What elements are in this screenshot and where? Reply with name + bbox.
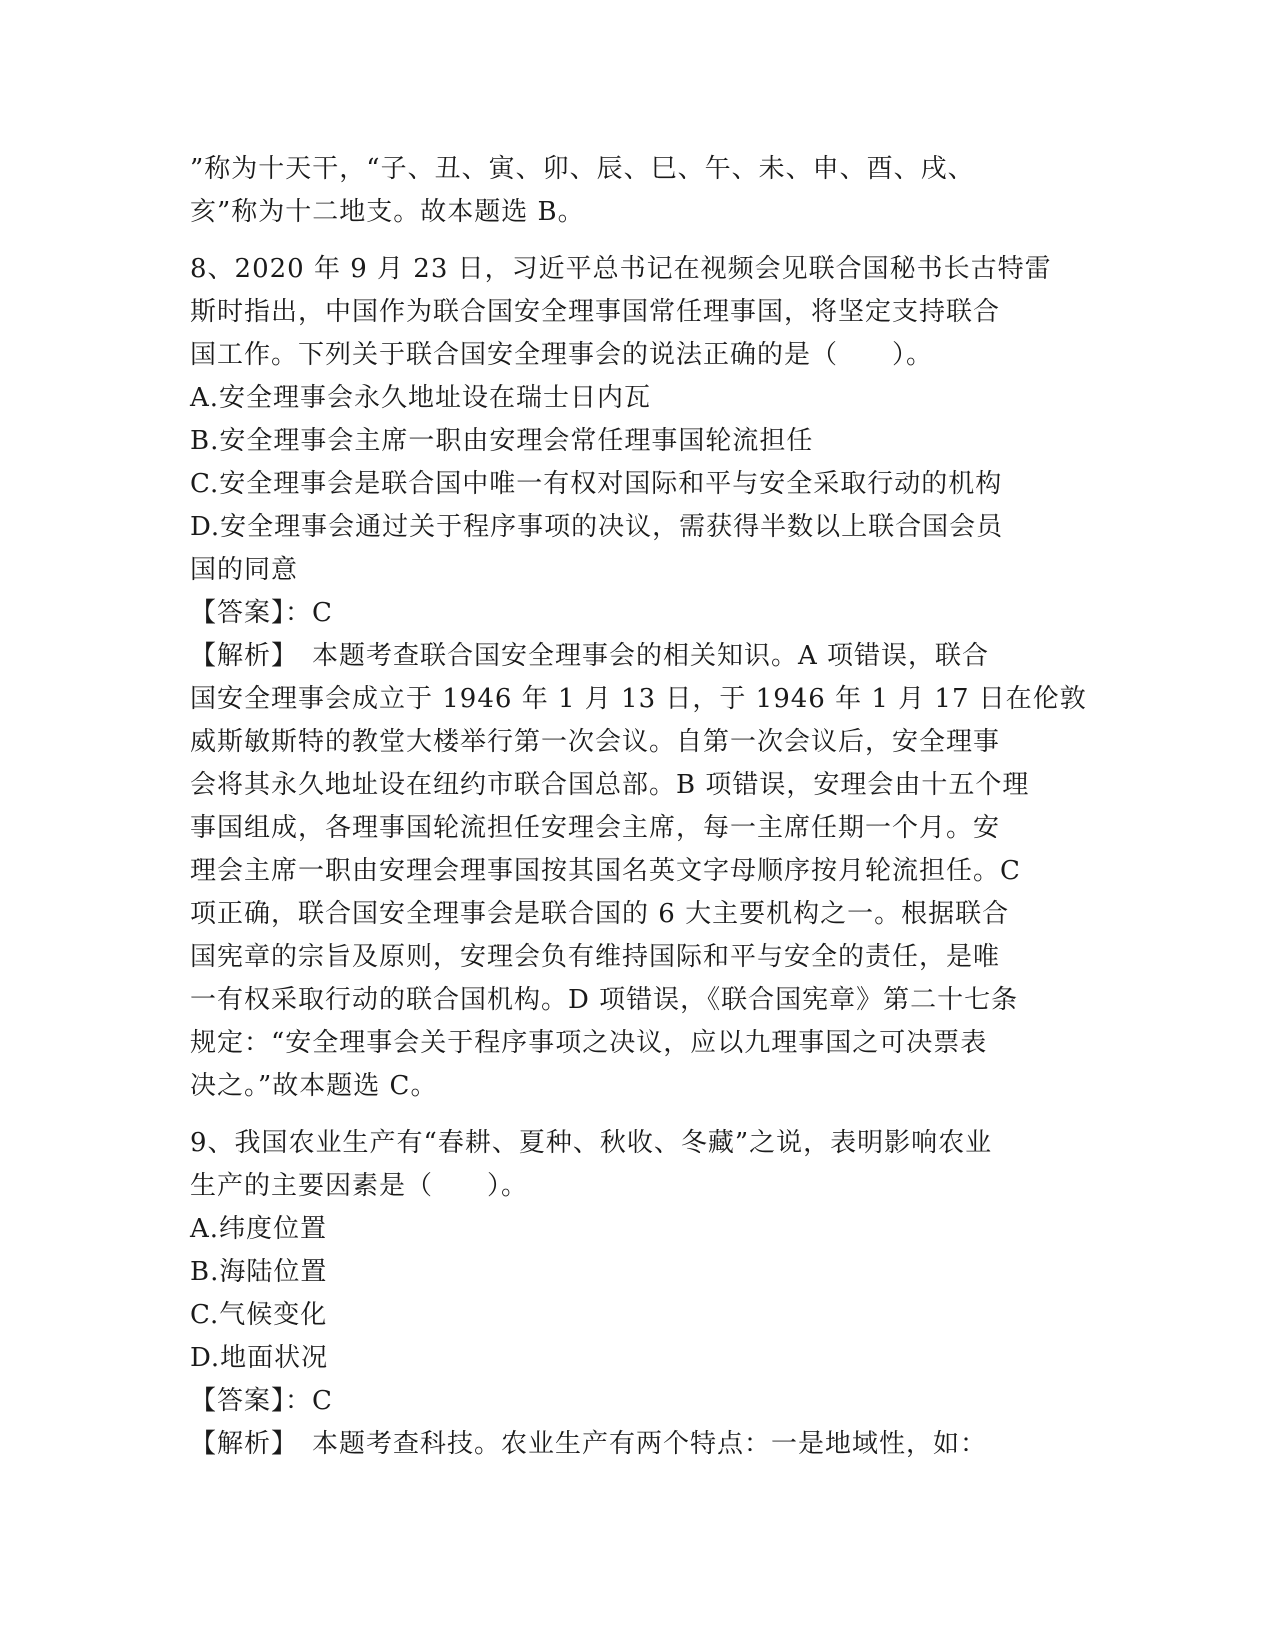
option-b: B.安全理事会主席一职由安理会常任理事国轮流担任 — [190, 426, 814, 456]
option-d: D.安全理事会通过关于程序事项的决议，需获得半数以上联合国会员 — [190, 512, 1004, 542]
question-8 — [190, 248, 1090, 1108]
question-stem-line: 9、我国农业生产有“春耕、夏种、秋收、冬藏”之说，表明影响农业 — [190, 1128, 993, 1158]
explanation-line: 【解析】 本题考查联合国安全理事会的相关知识。A 项错误，联合 — [190, 641, 990, 671]
question-stem-line: 国工作。下列关于联合国安全理事会的说法正确的是（ ）。 — [190, 340, 934, 370]
paragraph-gap — [190, 234, 1090, 248]
question-stem-line: 8、2020 年 9 月 23 日，习近平总书记在视频会见联合国秘书长古特雷 — [190, 254, 1052, 284]
option-d-continued: 国的同意 — [190, 555, 299, 585]
explanation-line: 项正确，联合国安全理事会是联合国的 6 大主要机构之一。根据联合 — [190, 899, 1010, 929]
explanation-line: 事国组成，各理事国轮流担任安理会主席，每一主席任期一个月。安 — [190, 813, 1001, 843]
text-line: ”称为十天干，“子、丑、寅、卯、辰、巳、午、未、申、酉、戌、 — [190, 154, 975, 184]
option-b: B.海陆位置 — [190, 1257, 328, 1287]
explanation-line: 会将其永久地址设在纽约市联合国总部。B 项错误，安理会由十五个理 — [190, 770, 1030, 800]
text-line: 亥”称为十二地支。故本题选 B。 — [190, 197, 585, 227]
option-a: A.纬度位置 — [190, 1214, 328, 1244]
option-c: C.气候变化 — [190, 1300, 328, 1330]
option-a: A.安全理事会永久地址设在瑞士日内瓦 — [190, 383, 652, 413]
answer-line: 【答案】：C — [190, 598, 333, 628]
paragraph-gap — [190, 1108, 1090, 1122]
document-page — [190, 148, 1090, 1466]
explanation-line: 决之。”故本题选 C。 — [190, 1071, 438, 1101]
answer-line: 【答案】：C — [190, 1386, 333, 1416]
question-stem-line: 生产的主要因素是（ ）。 — [190, 1171, 529, 1201]
question-9 — [190, 1122, 1090, 1466]
option-c: C.安全理事会是联合国中唯一有权对国际和平与安全采取行动的机构 — [190, 469, 1003, 499]
question-stem-line: 斯时指出，中国作为联合国安全理事国常任理事国，将坚定支持联合 — [190, 297, 1001, 327]
explanation-line: 威斯敏斯特的教堂大楼举行第一次会议。自第一次会议后，安全理事 — [190, 727, 1001, 757]
explanation-line: 理会主席一职由安理会理事国按其国名英文字母顺序按月轮流担任。C — [190, 856, 1021, 886]
explanation-line: 国宪章的宗旨及原则，安理会负有维持国际和平与安全的责任，是唯 — [190, 942, 1001, 972]
explanation-line: 国安全理事会成立于 1946 年 1 月 13 日，于 1946 年 1 月 17 日在伦敦 — [190, 684, 1087, 714]
explanation-line: 【解析】 本题考查科技。农业生产有两个特点：一是地域性，如： — [190, 1429, 988, 1459]
explanation-line: 规定：“安全理事会关于程序事项之决议，应以九理事国之可决票表 — [190, 1028, 988, 1058]
explanation-line: 一有权采取行动的联合国机构。D 项错误，《联合国宪章》第二十七条 — [190, 985, 1019, 1015]
option-d: D.地面状况 — [190, 1343, 329, 1373]
previous-explanation-continuation — [190, 148, 1090, 234]
